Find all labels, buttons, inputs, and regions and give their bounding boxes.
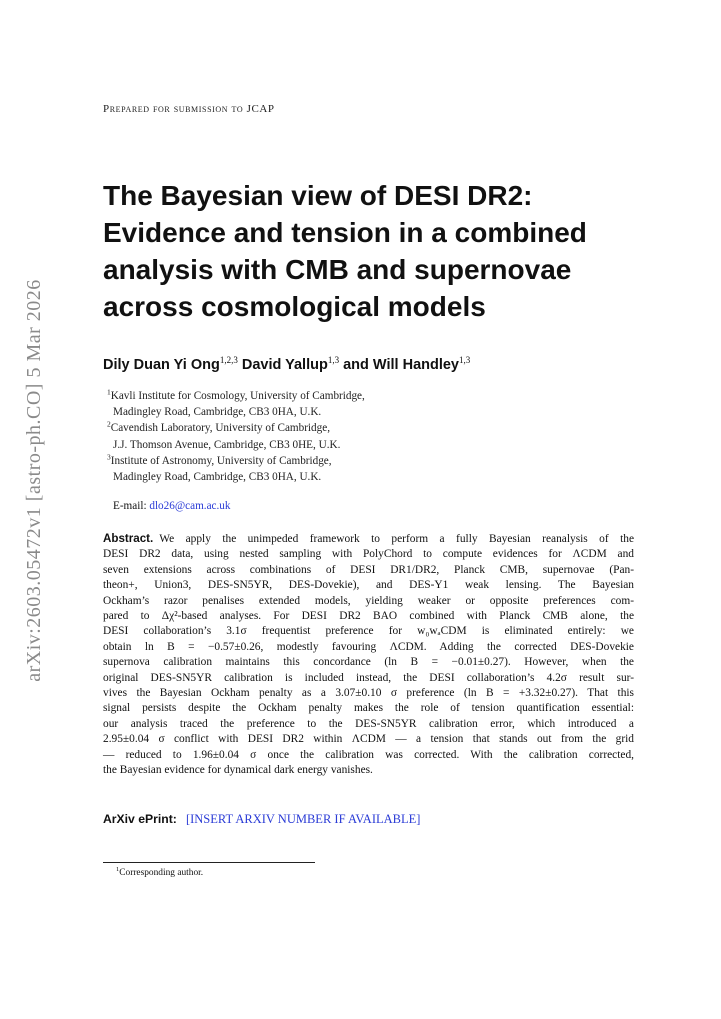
footnote — [116, 865, 204, 878]
footnote-text: Corresponding author. — [119, 868, 204, 878]
paper-title — [103, 177, 643, 325]
author-list — [103, 357, 470, 373]
abstract-line: obtain ln B = −0.57±0.26, modestly favouring ΛCDM. Adding the corrected DES-Dovekie — [103, 640, 634, 653]
arxiv-side-stamp — [14, 270, 54, 690]
eprint-line — [103, 812, 420, 827]
affiliations — [107, 388, 365, 485]
affiliation-line: Madingley Road, Cambridge, CB3 0HA, U.K. — [113, 471, 322, 484]
abstract-line: seven extensions across combinations of DESI DR1/DR2, Planck CMB, supernovae (Pan- — [103, 563, 634, 576]
eprint-label: ArXiv ePrint: — [103, 812, 177, 826]
abstract-line: DESI DR2 data, using nested sampling with PolyChord to compute evidences for ΛCDM and — [103, 548, 634, 561]
abstract-line: the Bayesian evidence for dynamical dark energy vanishes. — [103, 764, 373, 777]
title-line: The Bayesian view of DESI DR2: — [103, 180, 533, 211]
email-label: E-mail: — [113, 500, 147, 512]
author-affil-marks: 1,2,3 — [219, 355, 238, 366]
author-name: Dily Duan Yi Ong — [103, 357, 220, 373]
email-line — [113, 500, 231, 512]
affiliation-text: Institute of Astronomy, University of Cambridge, — [110, 454, 332, 467]
author-affil-marks: 1,3 — [459, 355, 471, 366]
abstract-line: Ockham’s razor penalises extended models, yielding weaker or opposite preferences com- — [103, 594, 634, 607]
arxiv-stamp-text: arXiv:2603.05472v1 [astro-ph.CO] 5 Mar 2026 — [22, 278, 45, 682]
abstract-line: supernova calibration maintains this concordance (ln B = −0.01±0.27). However, when the — [103, 656, 634, 669]
abstract-line: 2.95±0.04 σ conflict with DESI DR2 within ΛCDM — a tension that stands out from the grid — [103, 733, 634, 746]
eprint-link[interactable]: [INSERT ARXIV NUMBER IF AVAILABLE] — [185, 812, 421, 826]
abstract-label: Abstract. — [103, 532, 154, 545]
affiliation-line — [107, 453, 365, 469]
affiliation-number: 3 — [107, 452, 111, 462]
abstract — [103, 531, 634, 779]
abstract-line — [103, 531, 634, 547]
abstract-line: signal persists despite the Ockham penalty makes the role of tension quantification essential: — [103, 702, 634, 715]
author-name: David Yallup — [241, 357, 328, 373]
abstract-line: — reduced to 1.96±0.04 σ once the calibration was corrected. With the calibration corrected, — [103, 748, 634, 761]
abstract-line: our analysis traced the preference to the DES-SN5YR calibration error, which introduced a — [103, 717, 634, 730]
footnote-mark: 1 — [116, 865, 120, 873]
title-line: analysis with CMB and supernovae — [103, 254, 572, 285]
affiliation-line — [107, 388, 365, 404]
authors-joiner: and — [343, 357, 369, 373]
affiliation-number: 1 — [107, 387, 111, 397]
abstract-line: vives the Bayesian Ockham penalty as a 3.07±0.10 σ preference (ln B = +3.32±0.27). That this — [103, 687, 634, 700]
abstract-text: We apply the unimpeded framework to perform a fully Bayesian reanalysis of the — [159, 533, 634, 545]
abstract-line: theon+, Union3, DES-SN5YR, DES-Dovekie), and DES-Y1 weak lensing. The Bayesian — [103, 579, 634, 592]
affiliation-line: Madingley Road, Cambridge, CB3 0HA, U.K. — [113, 406, 322, 419]
title-line: Evidence and tension in a combined — [103, 217, 587, 248]
affiliation-text: Cavendish Laboratory, University of Cambridge, — [110, 422, 330, 435]
email-link[interactable]: dlo26@cam.ac.uk — [149, 500, 231, 512]
abstract-line: original DES-SN5YR calibration is included instead, the DESI collaboration’s 4.2σ result sur- — [103, 671, 634, 684]
author-name: Will Handley — [372, 357, 460, 373]
abstract-line: pared to Δχ²-based analyses. For DESI DR2 BAO combined with Planck CMB alone, the — [103, 610, 634, 623]
footnote-rule — [103, 862, 315, 863]
prepared-for-submission: Prepared for submission to JCAP — [103, 103, 275, 115]
affiliation-line: J.J. Thomson Avenue, Cambridge, CB3 0HE, U.K. — [113, 438, 341, 451]
author-affil-marks: 1,3 — [327, 355, 340, 366]
affiliation-line — [107, 420, 365, 436]
title-line: across cosmological models — [103, 291, 486, 322]
affiliation-text: Kavli Institute for Cosmology, University of Cambridge, — [110, 390, 365, 402]
affiliation-number: 2 — [107, 419, 111, 429]
abstract-line: DESI collaboration’s 3.1σ frequentist preference for w₀wₐCDM is eliminated entirely: we — [103, 625, 634, 638]
